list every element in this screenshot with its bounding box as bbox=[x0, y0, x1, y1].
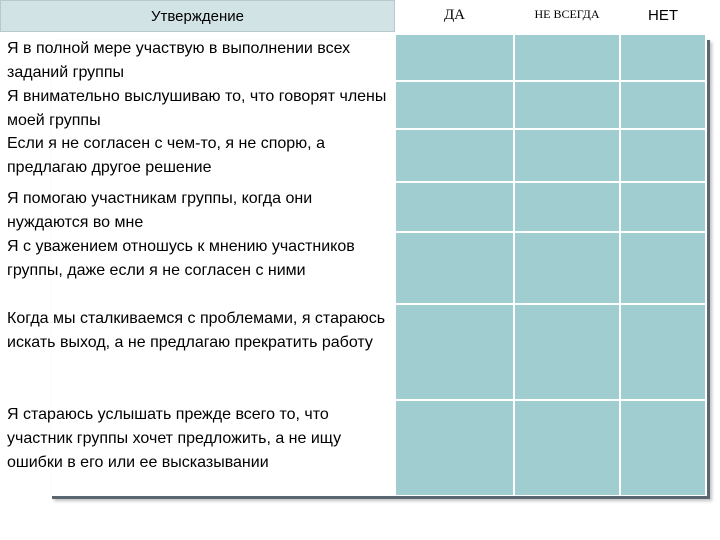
answer-cell-no-2[interactable] bbox=[620, 81, 706, 129]
answer-cell-yes-4[interactable] bbox=[395, 182, 514, 232]
answer-cell-no-4[interactable] bbox=[620, 182, 706, 232]
answer-cell-no-1[interactable] bbox=[620, 34, 706, 81]
answer-cell-no-7[interactable] bbox=[620, 400, 706, 496]
answer-cell-not-always-2[interactable] bbox=[514, 81, 620, 129]
answer-cell-not-always-3[interactable] bbox=[514, 129, 620, 182]
answer-cell-no-3[interactable] bbox=[620, 129, 706, 182]
answer-cell-yes-7[interactable] bbox=[395, 400, 514, 496]
answer-cell-no-5[interactable] bbox=[620, 232, 706, 304]
answer-cell-not-always-6[interactable] bbox=[514, 304, 620, 400]
statement-6: Когда мы сталкиваемся с проблемами, я стараюсь искать выход, а не предлагаю прекратить работу bbox=[7, 310, 386, 351]
answer-cell-not-always-5[interactable] bbox=[514, 232, 620, 304]
answer-cell-yes-6[interactable] bbox=[395, 304, 514, 400]
header-statement: Утверждение bbox=[0, 0, 395, 32]
statement-5: Я с уважением отношусь к мнению участников группы, даже если я не согласен с ними bbox=[7, 238, 355, 279]
answer-cell-yes-3[interactable] bbox=[395, 129, 514, 182]
statement-1: Я в полной мере участвую в выполнении всех заданий группы bbox=[7, 40, 351, 81]
header-not-always: НЕ ВСЕГДА bbox=[514, 0, 620, 32]
answer-cell-not-always-1[interactable] bbox=[514, 34, 620, 81]
answer-cell-not-always-7[interactable] bbox=[514, 400, 620, 496]
statement-4: Я помогаю участникам группы, когда они нуждаются во мне bbox=[7, 190, 313, 231]
answer-cell-yes-5[interactable] bbox=[395, 232, 514, 304]
statement-2: Я внимательно выслушиваю то, что говорят члены моей группы bbox=[7, 88, 387, 129]
statement-7: Я стараюсь услышать прежде всего то, что участник группы хочет предложить, а не ищу ошибки в его или ее высказывании bbox=[7, 406, 342, 471]
header-no: НЕТ bbox=[620, 0, 706, 32]
answer-cell-not-always-4[interactable] bbox=[514, 182, 620, 232]
answer-cell-yes-1[interactable] bbox=[395, 34, 514, 81]
answer-cell-yes-2[interactable] bbox=[395, 81, 514, 129]
statement-3: Если я не согласен с чем-то, я не спорю, а предлагаю другое решение bbox=[7, 135, 325, 176]
header-yes: ДА bbox=[395, 0, 514, 32]
answer-cell-no-6[interactable] bbox=[620, 304, 706, 400]
